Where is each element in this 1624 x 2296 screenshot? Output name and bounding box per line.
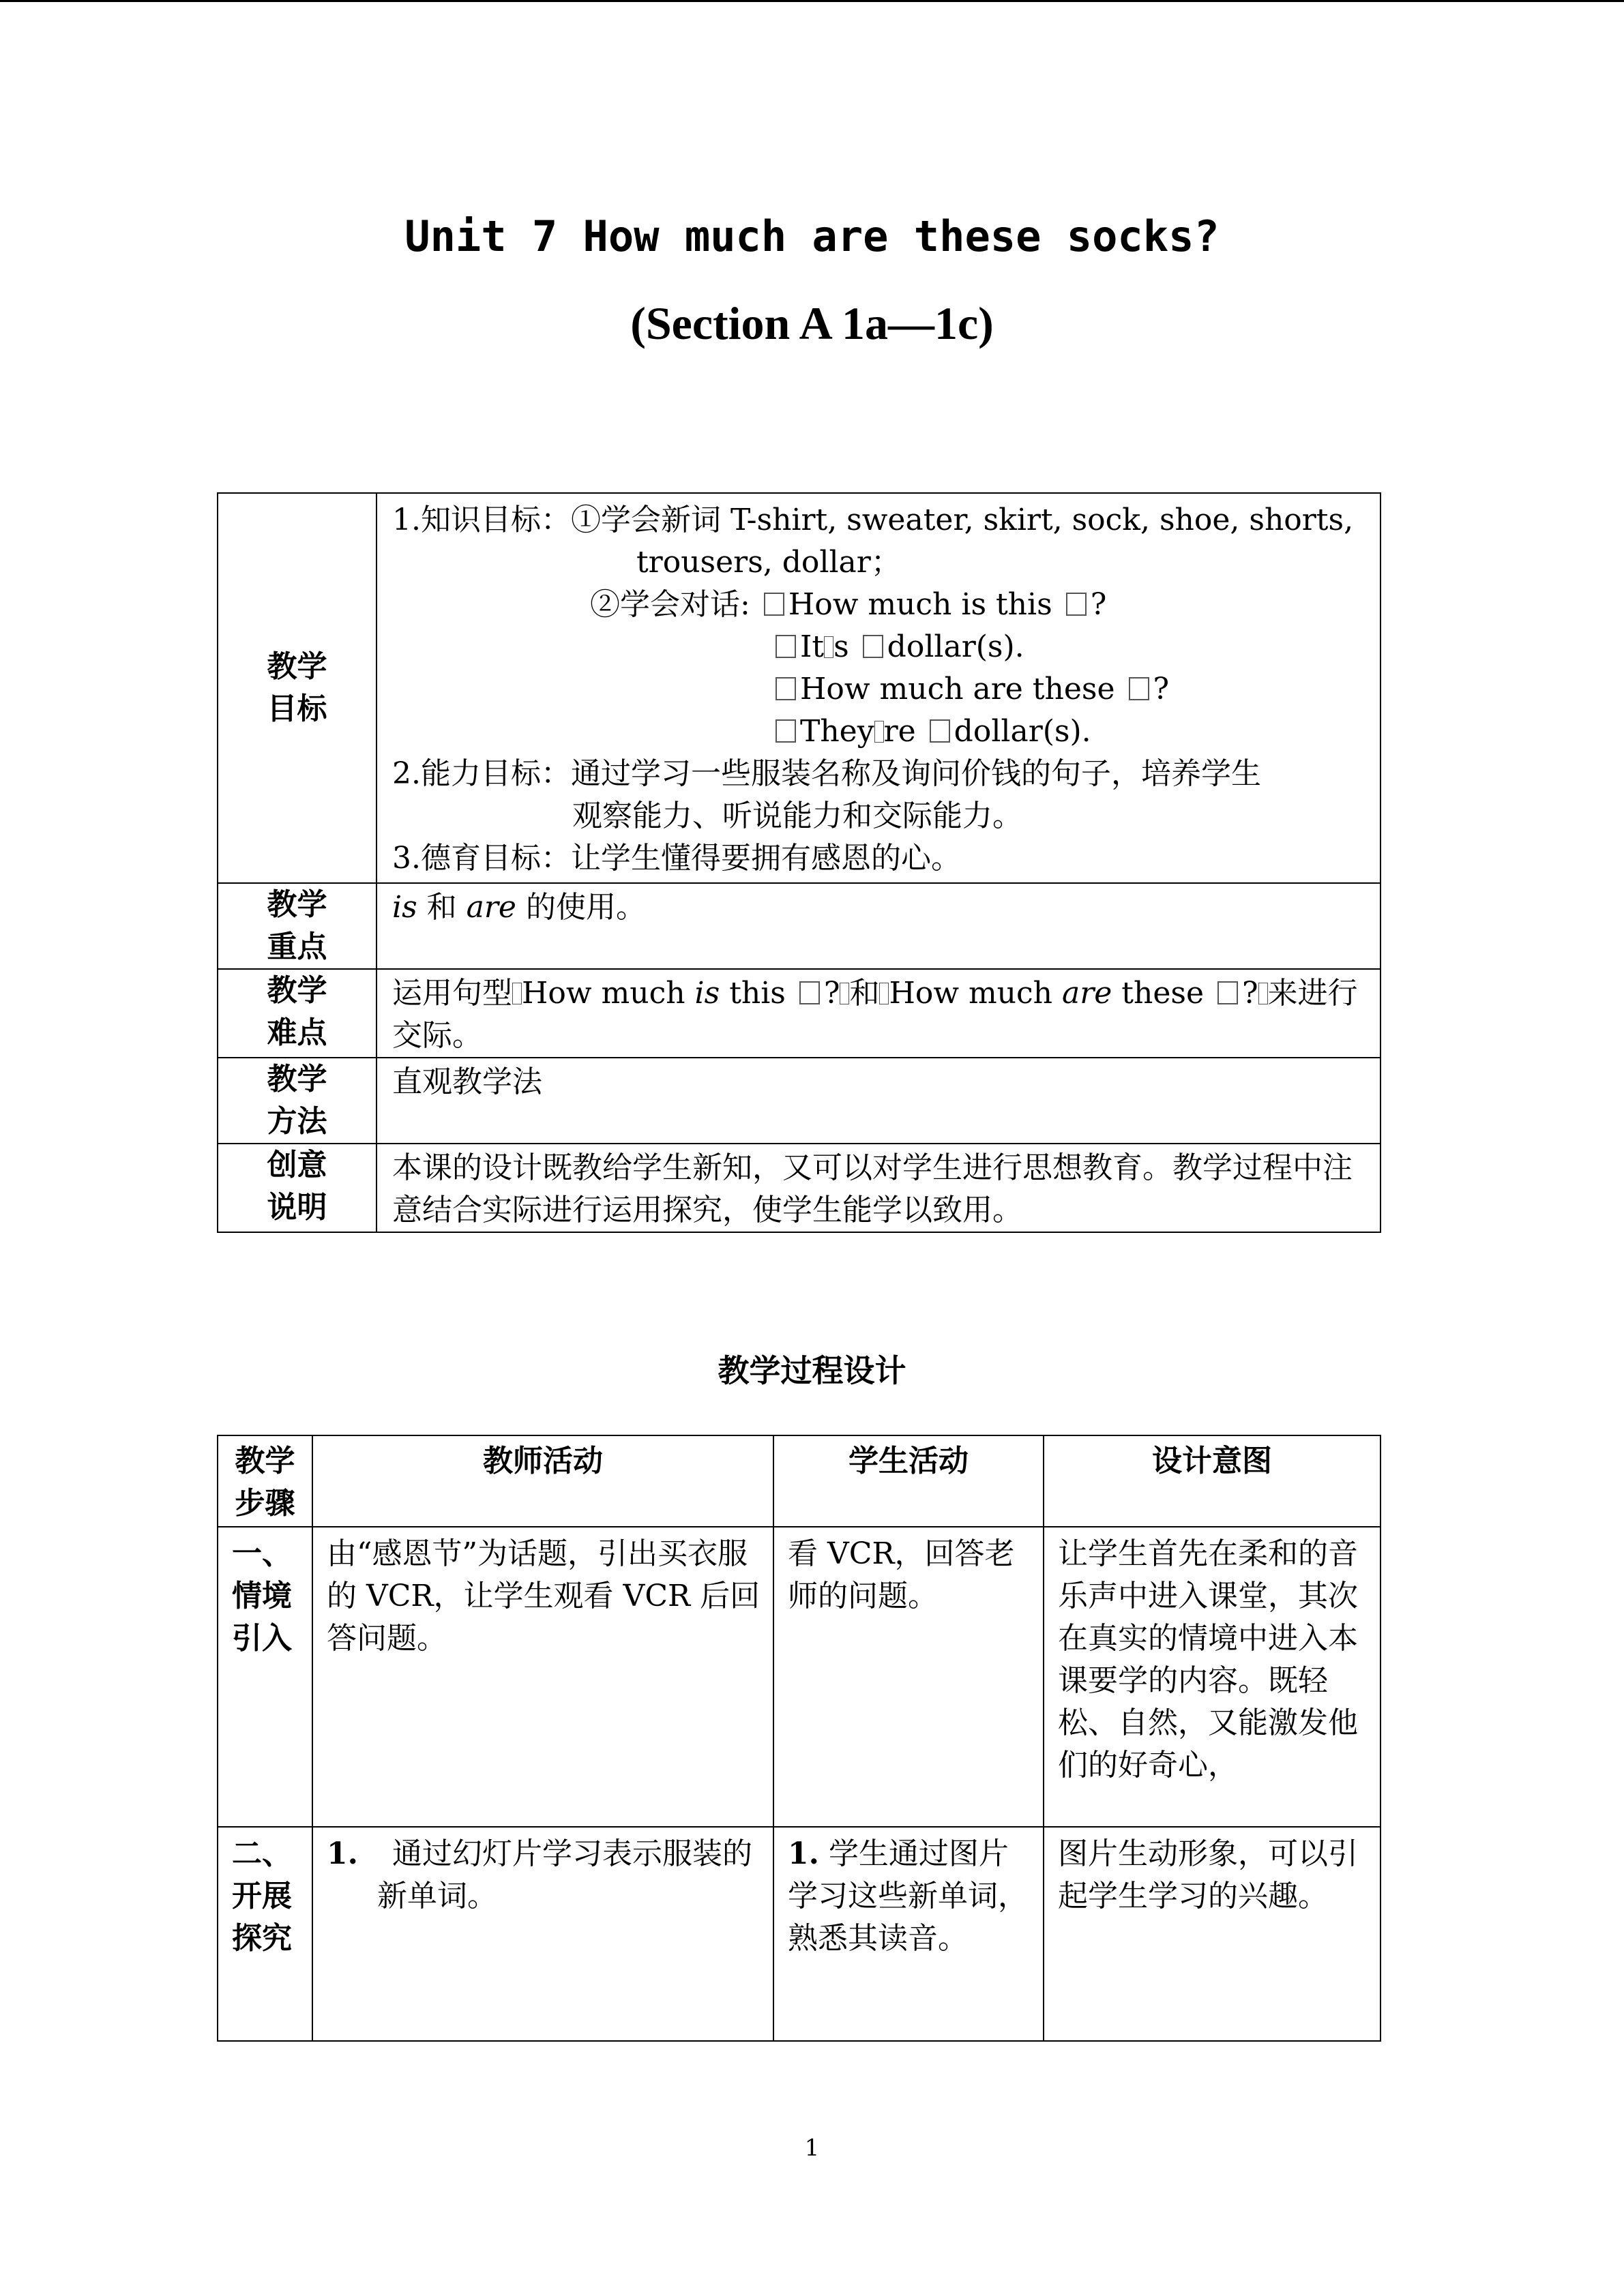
- list-number: 1.: [327, 1836, 358, 1871]
- header-intent: 设计意图: [1044, 1435, 1381, 1527]
- header-teacher: 教师活动: [312, 1435, 773, 1527]
- student-activity: 看 VCR，回答老师的问题。: [773, 1527, 1044, 1827]
- placeholder-box: [1129, 677, 1149, 700]
- dialogue-text: How much is this: [788, 587, 1052, 622]
- dialogue-text: dollar(s).: [954, 714, 1091, 749]
- apostrophe-box: [874, 721, 884, 743]
- dialogue-text: It: [800, 629, 825, 664]
- dialogue-punct: ?: [1090, 587, 1107, 622]
- dialogue-text: re: [883, 714, 916, 749]
- top-border-line: [0, 0, 1624, 2]
- text: these: [1112, 976, 1213, 1011]
- placeholder-box: [776, 635, 796, 658]
- word-are: are: [466, 890, 516, 925]
- creative-content: 本课的设计既教给学生新知，又可以对学生进行思想教育。教学过程中注意结合实际进行运用探究，使学生能学以致用。: [377, 1144, 1381, 1232]
- ability-objective-cont: 观察能力、听说能力和交际能力。: [572, 799, 1022, 833]
- process-row-2: [218, 1827, 1381, 2041]
- dialogue-line-1: [392, 584, 1366, 626]
- teacher-activity: [312, 1827, 773, 2041]
- text: 来进行交际。: [392, 976, 1358, 1053]
- ability-objective: 2.能力目标：通过学习一些服装名称及询问价钱的句子，培养学生: [392, 756, 1261, 791]
- dialogue-line-3: [392, 668, 1366, 711]
- placeholder-box: [863, 635, 883, 658]
- page-title: Unit 7 How much are these socks?: [404, 211, 1220, 261]
- method-row: [218, 1058, 1381, 1144]
- design-intent: 图片生动形象，可以引起学生学习的兴趣。: [1044, 1827, 1381, 2041]
- student-activity-text: 学生通过图片学习这些新单词，熟悉其读音。: [788, 1836, 1028, 1956]
- placeholder-box: [799, 981, 820, 1004]
- key-points-label: 教学 重点: [218, 883, 377, 969]
- header-step: 教学 步骤: [218, 1435, 312, 1527]
- teacher-activity: 由“感恩节”为话题，引出买衣服的 VCR，让学生观看 VCR 后回答问题。: [312, 1527, 773, 1827]
- dialogue-line-4: [392, 711, 1366, 753]
- step-label: 一、 情境 引入: [218, 1527, 312, 1827]
- page-number: 1: [804, 2134, 820, 2162]
- page-subtitle: (Section A 1a—1c): [630, 297, 994, 349]
- creative-row: [218, 1144, 1381, 1232]
- moral-objective: 3.德育目标：让学生懂得要拥有感恩的心。: [392, 841, 961, 876]
- dialogue-text: s: [833, 629, 849, 664]
- dialogue-text: dollar(s).: [887, 629, 1024, 664]
- word-are: are: [1062, 976, 1112, 1011]
- placeholder-box: [1217, 981, 1238, 1004]
- text: ?: [823, 976, 840, 1011]
- quote-box: [512, 983, 522, 1004]
- objectives-label: 教学 目标: [218, 493, 377, 883]
- lesson-info-table: [217, 492, 1381, 1233]
- dialogue-intro: ②学会对话:: [590, 587, 750, 622]
- dialogue-punct: ?: [1153, 672, 1170, 706]
- text: this: [720, 976, 795, 1011]
- key-points-row: [218, 883, 1381, 969]
- process-heading: 教学过程设计: [718, 1352, 906, 1389]
- teacher-activity-text: 通过幻灯片学习表示服装的新单词。: [377, 1836, 752, 1913]
- placeholder-box: [776, 719, 796, 743]
- difficulties-content: [377, 969, 1381, 1058]
- word-is: is: [392, 890, 417, 925]
- difficulties-row: [218, 969, 1381, 1058]
- process-table: [217, 1435, 1381, 2042]
- knowledge-objective-cont: trousers, dollar；: [636, 545, 901, 580]
- word-is: is: [694, 976, 720, 1011]
- student-activity: [773, 1827, 1044, 2041]
- method-content: 直观教学法: [377, 1058, 1381, 1144]
- objectives-content: [377, 493, 1381, 883]
- text: 运用句型: [392, 976, 512, 1011]
- quote-box: [840, 983, 849, 1004]
- design-intent: 让学生首先在柔和的音乐声中进入课堂，其次在真实的情境中进入本课要学的内容。既轻松、自然，又能激发他们的好奇心，: [1044, 1527, 1381, 1827]
- dialogue-text: How much are these: [800, 672, 1115, 706]
- method-label: 教学 方法: [218, 1058, 377, 1144]
- dialogue-text: They: [800, 714, 874, 749]
- list-number: 1.: [788, 1836, 819, 1871]
- objectives-row: [218, 493, 1381, 883]
- text: 和: [417, 890, 467, 925]
- apostrophe-box: [824, 636, 833, 658]
- text: How much: [522, 976, 695, 1011]
- dialogue-line-2: [392, 626, 1366, 668]
- placeholder-box: [930, 719, 950, 743]
- text: ?: [1241, 976, 1258, 1011]
- text: How much: [889, 976, 1062, 1011]
- knowledge-objective: 1.知识目标：①学会新词 T-shirt, sweater, skirt, sock, shoe, shorts,: [392, 503, 1354, 537]
- creative-label: 创意 说明: [218, 1144, 377, 1232]
- text: 的使用。: [516, 890, 646, 925]
- quote-box: [1258, 983, 1268, 1004]
- placeholder-box: [764, 593, 784, 616]
- header-student: 学生活动: [773, 1435, 1044, 1527]
- process-header-row: [218, 1435, 1381, 1527]
- quote-box: [879, 983, 889, 1004]
- difficulties-label: 教学 难点: [218, 969, 377, 1058]
- process-row-1: [218, 1527, 1381, 1827]
- text: 和: [849, 976, 880, 1011]
- placeholder-box: [1066, 593, 1087, 616]
- key-points-content: [377, 883, 1381, 969]
- placeholder-box: [776, 677, 796, 700]
- step-label: 二、 开展 探究: [218, 1827, 312, 2041]
